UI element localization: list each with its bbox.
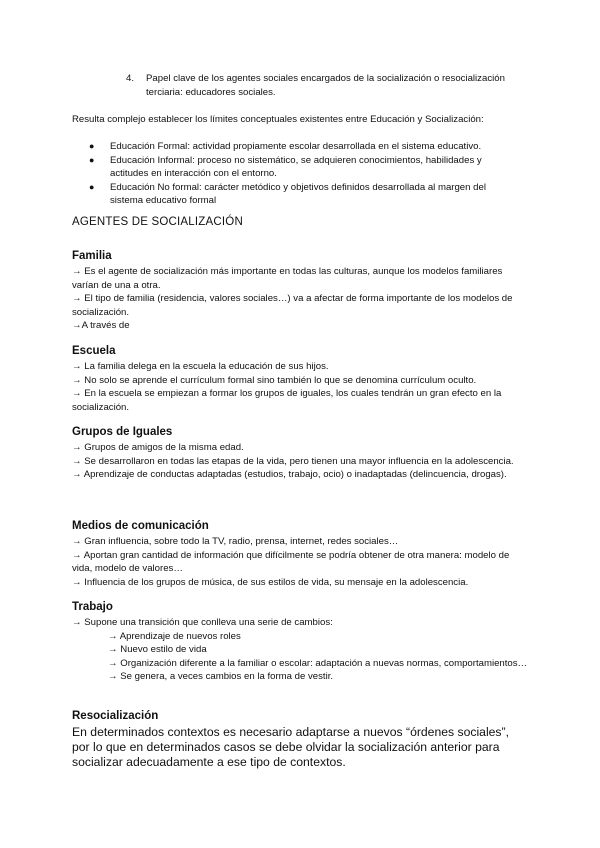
section-line: → Supone una transición que conlleva una serie de cambios: — [72, 617, 333, 628]
section-line: → Es el agente de socialización más importante en todas las culturas, aunque los modelos familiares varían de una a otra. — [72, 266, 503, 291]
section-title: Medios de comunicación — [72, 520, 209, 532]
section-escuela — [72, 344, 528, 414]
numbered-list-item — [126, 72, 536, 99]
section-line: → La familia delega en la escuela la educación de sus hijos. — [72, 361, 329, 372]
bullet-text: Educación No formal: carácter metódico y objetivos definidos desarrollada al margen del sistema educativo formal — [110, 181, 486, 207]
section-familia — [72, 249, 528, 333]
section-line: → Se desarrollaron en todas las etapas de la vida, pero tienen una mayor influencia en la adolescencia. — [72, 455, 514, 467]
bullet-item — [89, 154, 519, 181]
section-line: → No solo se aprende el currículum formal sino también lo que se denomina currículum oculto. — [72, 374, 477, 386]
section-subline: → Organización diferente a la familiar o escolar: adaptación a nuevas normas, comportamientos… — [108, 657, 528, 669]
section-title: Escuela — [72, 345, 116, 357]
bullet-item — [89, 140, 519, 154]
bullet-text: Educación Formal: actividad propiamente escolar desarrollada en el sistema educativo. — [110, 141, 482, 152]
section-line: → En la escuela se empiezan a formar los grupos de iguales, los cuales tendrán un gran efecto en la socialización. — [72, 388, 502, 413]
section-line: → Grupos de amigos de la misma edad. — [72, 442, 244, 453]
section-line: → Aportan gran cantidad de información que difícilmente se podría obtener de otra manera: modelo de vida, modelo de valores… — [72, 549, 510, 575]
section-line: → Influencia de los grupos de música, de sus estilos de vida, su mensaje en la adolescencia. — [72, 576, 469, 588]
section-title: Familia — [72, 250, 112, 262]
bullet-list — [89, 140, 519, 208]
bullet-icon: ● — [89, 141, 95, 151]
section-line: → Gran influencia, sobre todo la TV, radio, prensa, internet, redes sociales… — [72, 536, 399, 547]
section-line: →A través de — [72, 320, 130, 332]
bullet-text: Educación Informal: proceso no sistemático, se adquieren conocimientos, habilidades y actitudes en interacción con el entorno. — [110, 154, 482, 180]
main-heading: AGENTES DE SOCIALIZACIÓN — [72, 216, 243, 228]
list-item-text: Papel clave de los agentes sociales encargados de la socialización o resocialización terciaria: educadores sociales. — [146, 73, 505, 98]
section-subline: → Aprendizaje de nuevos roles — [108, 630, 241, 642]
section-subline: → Nuevo estilo de vida — [108, 644, 207, 656]
bullet-item — [89, 181, 519, 208]
bullet-icon: ● — [89, 181, 95, 192]
list-number: 4. — [126, 73, 135, 84]
section-line: → El tipo de familia (residencia, valores sociales…) va a afectar de forma importante de los modelos de socialización. — [72, 293, 513, 318]
section-resocializacion — [72, 709, 528, 770]
section-line: → Aprendizaje de conductas adaptadas (estudios, trabajo, ocio) o inadaptadas (delincuencia, drogas). — [72, 469, 507, 481]
section-title: Trabajo — [72, 601, 113, 613]
section-subline: → Se genera, a veces cambios en la forma de vestir. — [108, 671, 334, 683]
section-medios-comunicacion — [72, 519, 528, 589]
bullet-icon: ● — [89, 154, 95, 165]
section-title: Resocialización — [72, 710, 159, 722]
section-trabajo — [72, 600, 528, 684]
section-paragraph: En determinados contextos es necesario adaptarse a nuevos “órdenes sociales”, por lo que en determinados casos se debe olvidar la socialización anterior para socializar adecuadamente a ese tipo de contextos. — [72, 725, 509, 769]
intro-paragraph: Resulta complejo establecer los límites conceptuales existentes entre Educación y Socialización: — [72, 114, 484, 125]
section-title: Grupos de Iguales — [72, 426, 173, 438]
section-grupos-iguales — [72, 425, 528, 482]
